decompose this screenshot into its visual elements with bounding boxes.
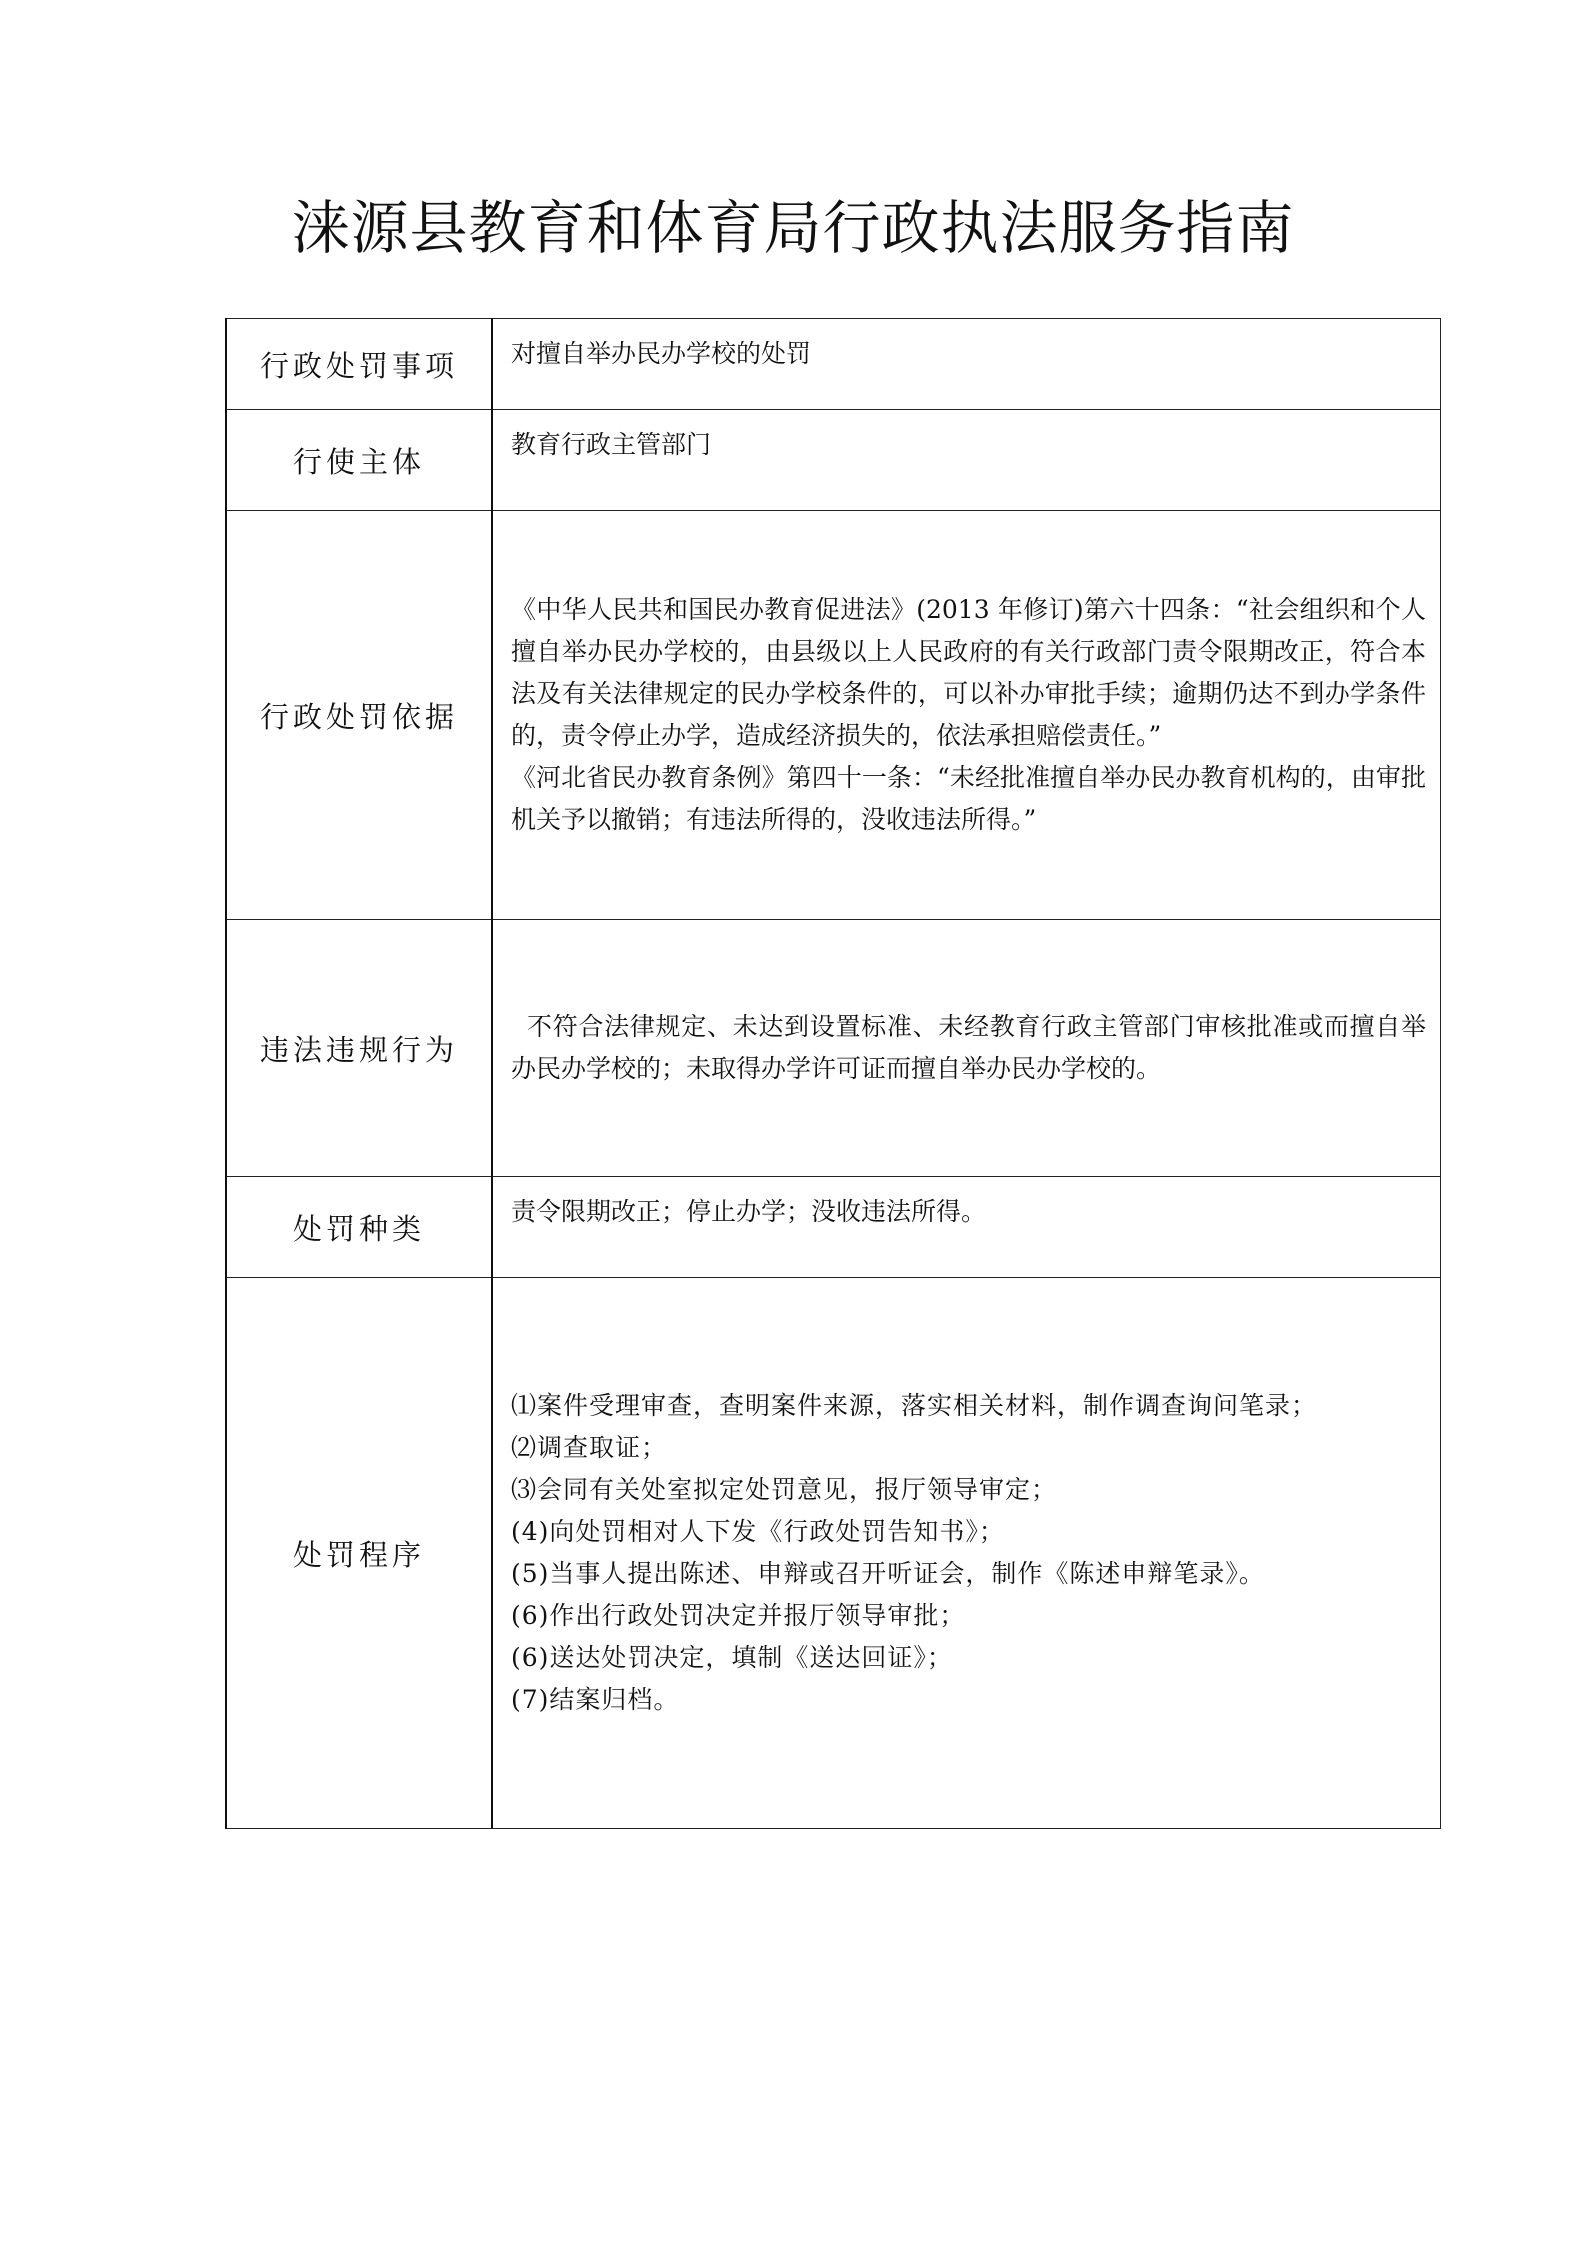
value-violation [492,920,1441,1177]
procedure-step: ⑵调查取证； [511,1433,668,1462]
label-violation: 违法违规行为 [226,920,492,1177]
value-procedure [492,1278,1441,1829]
table-row-penalty-type [226,1177,1441,1278]
value-penalty-item: 对擅自举办民办学校的处罚 [492,319,1441,410]
value-enforcement-subject: 教育行政主管部门 [492,410,1441,511]
service-guide-table [225,318,1441,1829]
table-row-violation [226,920,1441,1177]
procedure-step: ⑶会同有关处室拟定处罚意见，报厅领导审定； [511,1475,1058,1504]
table-row-procedure [226,1278,1441,1829]
value-legal-basis [492,511,1441,920]
table-row-penalty-item [226,319,1441,410]
procedure-step: (4)向处罚相对人下发《行政处罚告知书》； [511,1517,1005,1546]
procedure-step: (6)作出行政处罚决定并报厅领导审批； [511,1601,966,1630]
violation-text: 不符合法律规定、未达到设置标准、未经教育行政主管部门审核批准或而擅自举办民办学校的；未取得办学许可证而擅自举办民办学校的。 [511,1012,1426,1083]
legal-basis-paragraph: 《河北省民办教育条例》第四十一条：“未经批准擅自举办民办教育机构的，由审批机关予以撤销；有违法所得的，没收违法所得。” [511,763,1426,834]
procedure-step: (6)送达处罚决定，填制《送达回证》； [511,1643,953,1672]
table-row-enforcement-subject [226,410,1441,511]
table-row-legal-basis [226,511,1441,920]
page-title: 涞源县教育和体育局行政执法服务指南 [291,194,1295,262]
procedure-step: (5)当事人提出陈述、申辩或召开听证会，制作《陈述申辩笔录》。 [511,1559,1265,1588]
value-penalty-type: 责令限期改正；停止办学；没收违法所得。 [492,1177,1441,1278]
label-enforcement-subject: 行使主体 [226,410,492,511]
procedure-step: (7)结案归档。 [511,1685,680,1714]
label-legal-basis: 行政处罚依据 [226,511,492,920]
label-procedure: 处罚程序 [226,1278,492,1829]
label-penalty-item: 行政处罚事项 [226,319,492,410]
procedure-step: ⑴案件受理审查，查明案件来源，落实相关材料，制作调查询问笔录； [511,1391,1318,1420]
label-penalty-type: 处罚种类 [226,1177,492,1278]
legal-basis-paragraph: 《中华人民共和国民办教育促进法》(2013 年修订)第六十四条：“社会组织和个人擅自举办民办学校的，由县级以上人民政府的有关行政部门责令限期改正，符合本法及有关法律规定的民办学校条件的，可以补办审批手续；逾期仍达不到办学条件的，责令停止办学，造成经济损失的，依法承担赔偿责任。” [511,595,1426,750]
